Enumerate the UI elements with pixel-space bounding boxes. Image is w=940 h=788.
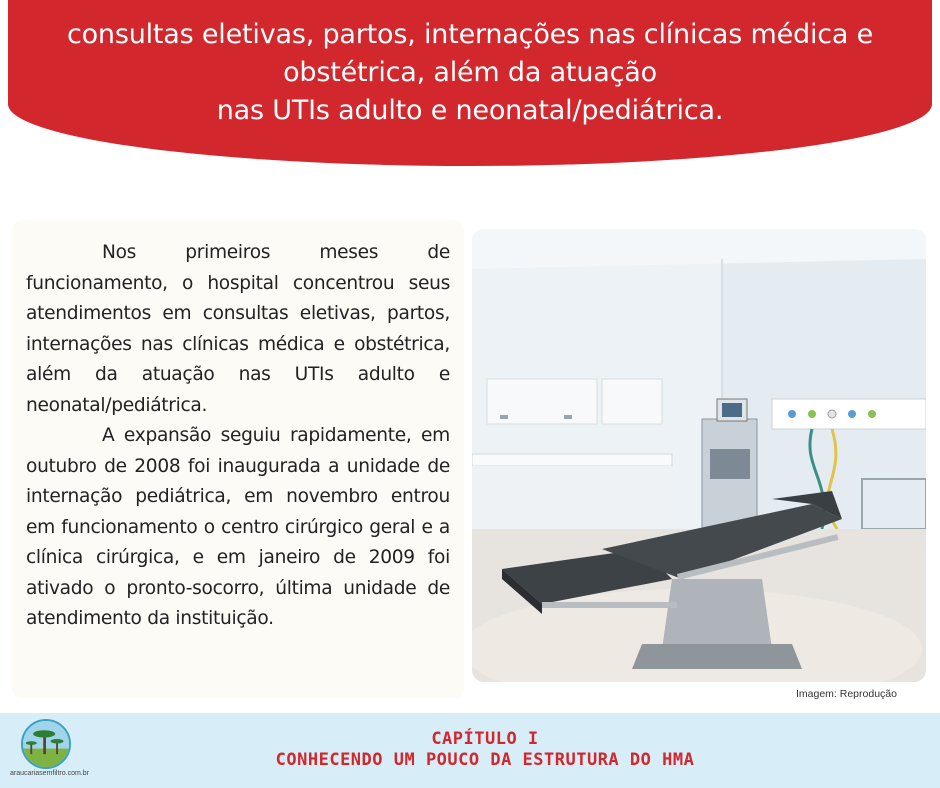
logo-graphic	[23, 721, 69, 767]
image-credit: Imagem: Reprodução	[796, 688, 897, 700]
article-paragraph-1: Nos primeiros meses de funcionamento, o hospital concentrou seus atendimentos em consultas eletivas, partos, internações nas clínicas médica e obstétrica, além da atuação nas UTIs adulto e neonatal/pediátrica.	[26, 242, 450, 416]
banner-line-1: consultas eletivas, partos, internações nas clínicas médica e	[66, 19, 874, 50]
banner-line-2: obstétrica, além da atuação	[283, 57, 657, 88]
chapter-number: CAPÍTULO I	[431, 729, 539, 749]
banner-line-3: nas UTIs adulto e neonatal/pediátrica.	[216, 95, 724, 126]
site-logo-icon[interactable]	[21, 719, 71, 769]
operating-room-illustration	[472, 229, 926, 682]
site-url[interactable]: araucariasemfiltro.com.br	[10, 770, 89, 777]
operating-room-photo	[472, 229, 926, 682]
article-card	[12, 220, 464, 698]
article-paragraph-2: A expansão seguiu rapidamente, em outubro de 2008 foi inaugurada a unidade de internação pediátrica, em novembro entrou em funcionamento o centro cirúrgico geral e a clínica cirúrgica, e em janeiro de 2009 foi ativado o pronto-socorro, última unidade de atendimento da instituição.	[26, 425, 450, 629]
footer-bar	[0, 713, 940, 788]
banner-quote	[20, 16, 920, 130]
chapter-title	[250, 729, 720, 771]
chapter-name: CONHECENDO UM POUCO DA ESTRUTURA DO HMA	[275, 750, 695, 770]
article-body	[26, 238, 450, 635]
